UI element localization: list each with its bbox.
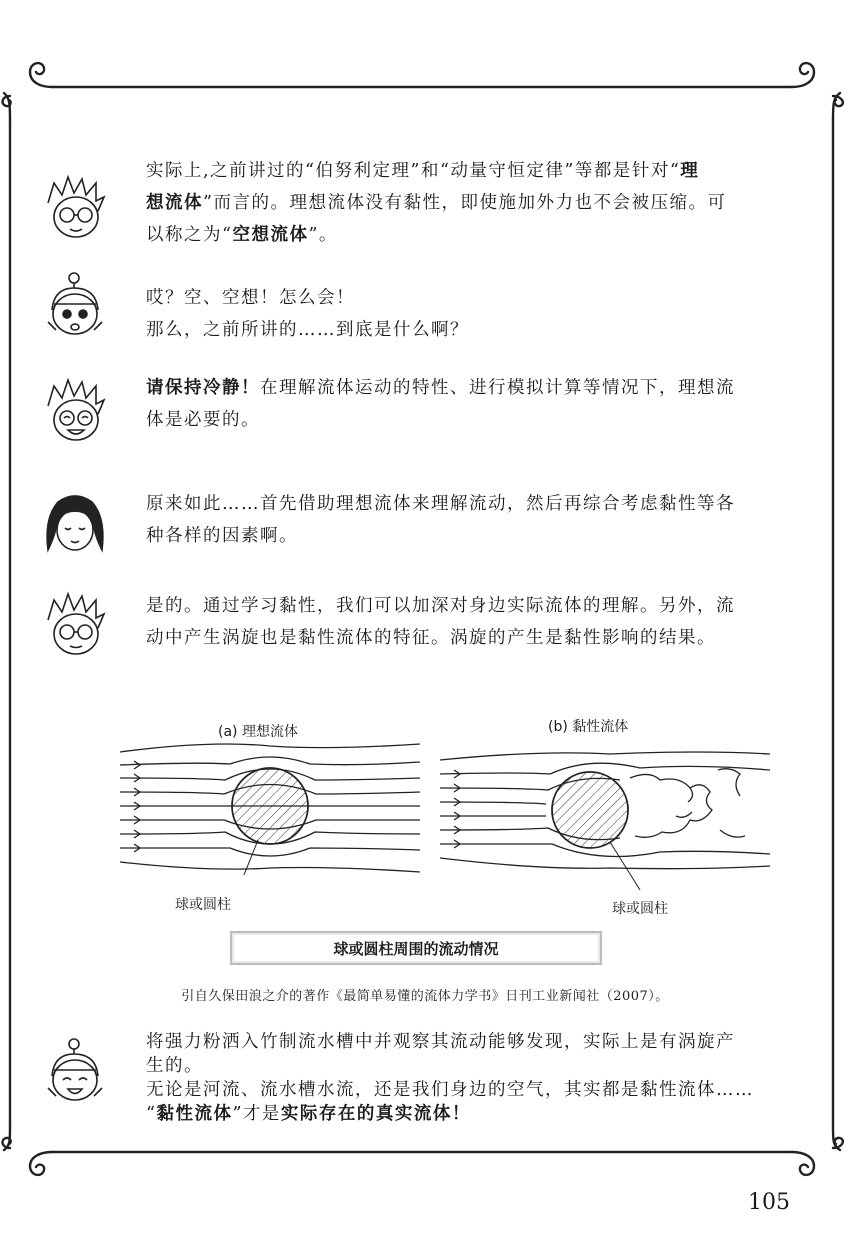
text: 动中产生涡旋也是黏性流体的特征。涡旋的产生是黏性影响的结果。 <box>146 628 716 648</box>
text: ”而言的。理想流体没有黏性，即使施加外力也不会被压缩。可 <box>203 193 727 213</box>
dialog-text <box>146 590 770 654</box>
bold-text: 想流体 <box>146 193 203 213</box>
dialog-line <box>146 622 770 654</box>
dialog-line <box>146 314 770 346</box>
dialog-line <box>146 1030 770 1054</box>
bold-text: 实际存在的真实流体！ <box>280 1104 471 1124</box>
dialog-line <box>146 1054 770 1078</box>
dialog-line <box>146 219 770 251</box>
ideal-fluid-streamline-diagram <box>120 740 420 875</box>
spiky-hair-glasses-character-icon <box>40 173 110 243</box>
bold-text: 黏性流体 <box>156 1104 233 1124</box>
bold-text: 理 <box>680 161 700 181</box>
text: 体是必要的。 <box>146 410 260 430</box>
text: 是的。通过学习黏性，我们可以加深对身边实际流体的理解。另外，流 <box>146 596 735 616</box>
dialog-line <box>146 187 770 219</box>
text: 原来如此……首先借助理想流体来理解流动，然后再综合考虑黏性等各 <box>146 494 735 514</box>
text: 那么，之前所讲的……到底是什么啊？ <box>146 320 469 340</box>
figure-left-label: 球或圆柱 <box>175 897 231 913</box>
dialog-line <box>146 1102 770 1126</box>
text: ”才是 <box>232 1104 281 1124</box>
dialog-line <box>146 155 770 187</box>
bold-text: 请保持冷静！ <box>146 378 260 398</box>
figure-caption: 球或圆柱周围的流动情况 <box>230 931 602 965</box>
text: ”。 <box>308 225 338 245</box>
dialog-text <box>146 488 770 552</box>
page-number: 105 <box>748 1190 790 1215</box>
dialog-text <box>146 282 770 346</box>
long-hair-woman-character-icon <box>40 488 110 558</box>
spiky-hair-glasses-character-icon <box>40 590 110 660</box>
happy-girl-character-icon <box>40 1036 110 1106</box>
dialog-line <box>146 590 770 622</box>
dialog-text <box>146 1030 770 1126</box>
bold-text: 空想流体 <box>232 225 309 245</box>
text: “ <box>146 1104 157 1124</box>
dialog-line <box>146 282 770 314</box>
dialog-text <box>146 372 770 436</box>
dialog-line <box>146 404 770 436</box>
text: 无论是河流、流水槽水流，还是我们身边的空气，其实都是黏性流体…… <box>146 1080 754 1100</box>
figure-source: 引自久保田浪之介的著作《最简单易懂的流体力学书》日刊工业新闻社（2007）。 <box>181 989 669 1004</box>
text: 种各样的因素啊。 <box>146 526 298 546</box>
smiling-glasses-character-icon <box>40 376 110 446</box>
text: 生的。 <box>146 1056 203 1076</box>
text: 哎？空、空想！怎么会！ <box>146 288 355 308</box>
text: 以称之为“ <box>146 225 233 245</box>
figure-right-title: (b) 黏性流体 <box>548 719 629 735</box>
dialog-line <box>146 488 770 520</box>
text: 将强力粉洒入竹制流水槽中并观察其流动能够发现，实际上是有涡旋产 <box>146 1032 735 1052</box>
surprised-girl-character-icon <box>40 270 110 340</box>
text: 实际上,之前讲过的“伯努利定理”和“动量守恒定律”等都是针对“ <box>146 161 681 181</box>
dialog-line <box>146 520 770 552</box>
figure-right-label: 球或圆柱 <box>612 901 668 917</box>
figure-left-title: (a) 理想流体 <box>218 724 298 740</box>
dialog-line <box>146 1078 770 1102</box>
text: 在理解流体运动的特性、进行模拟计算等情况下，理想流 <box>260 378 735 398</box>
dialog-line <box>146 372 770 404</box>
viscous-fluid-streamline-diagram <box>440 740 770 890</box>
dialog-text <box>146 155 770 251</box>
